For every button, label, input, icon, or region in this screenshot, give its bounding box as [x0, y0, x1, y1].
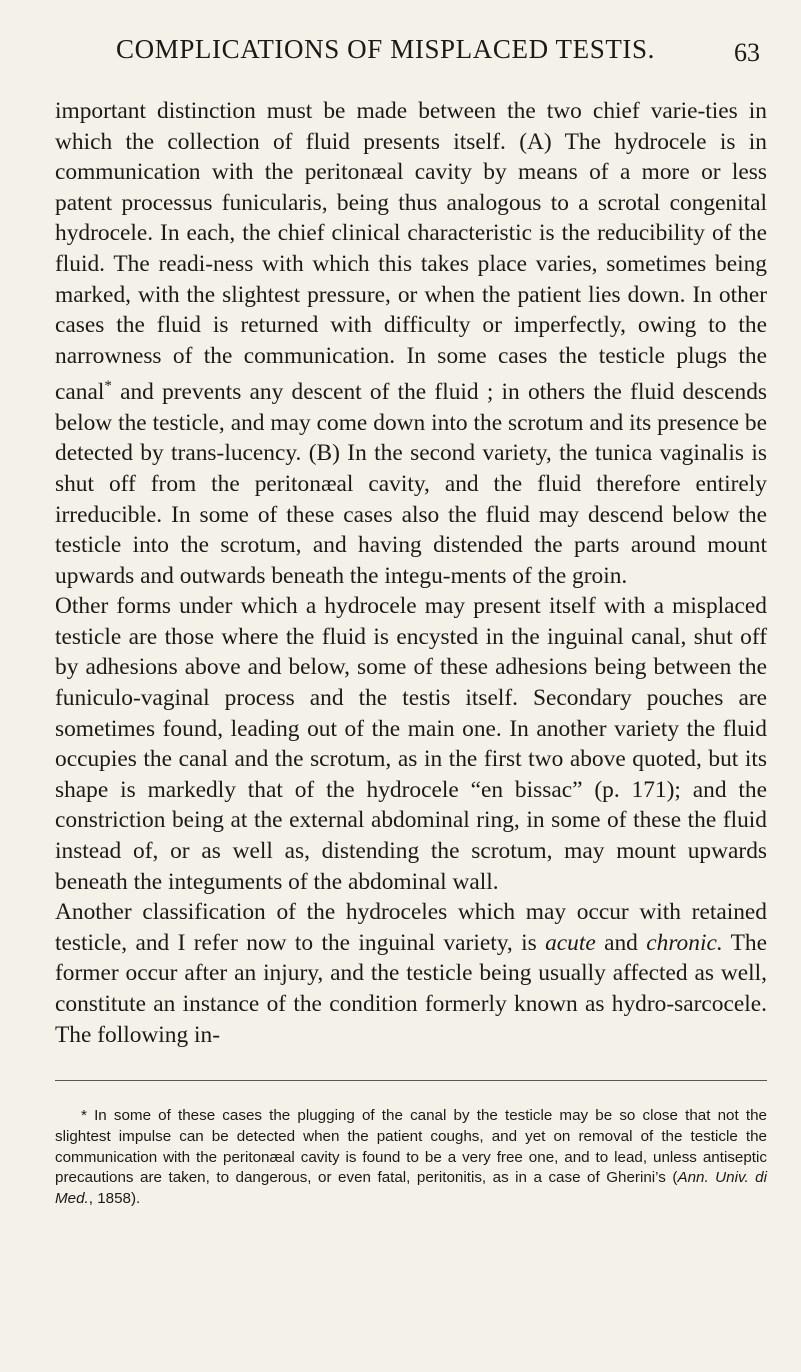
term-acute: acute: [545, 929, 596, 956]
footnote: [55, 1106, 767, 1210]
paragraph-3-text-b: The former occur after an injury, and the testicle being usually affected as well, constitute an instance of the condition formerly known as hydro-sarcocele. The following in-: [55, 929, 768, 1048]
running-title: COMPLICATIONS OF MISPLACED TESTIS.: [116, 34, 655, 64]
body-text: [55, 96, 767, 1050]
page-number: 63: [734, 38, 760, 67]
footnote-text-a: * In some of these cases the plugging of the canal by the testicle may be so close that not the slightest impulse can be detected when the patient coughs, and yet on removal of the testicle the communication with the peritonæal cavity is found to be a very free one, and to lead, unless antiseptic precautions are taken, to dangerous, or even fatal, peritonitis, as in a case of Gherini’s (: [55, 1107, 767, 1187]
paragraph-3-and: and: [595, 929, 647, 956]
paragraph-3-text-a: Another classification of the hydroceles which may occur with retained testicle, and I refer now to the inguinal variety, is: [55, 899, 767, 956]
running-head: [40, 34, 760, 74]
paragraph-2: Other forms under which a hydrocele may present itself with a misplaced testicle are those where the fluid is encysted in the inguinal canal, shut off by adhesions above and below, some of these adhesions being between the funiculo-vaginal process and the testis itself. Secondary pouches are sometimes found, leading out of the main one. In another variety the fluid occupies the canal and the scrotum, as in the first two above quoted, but its shape is markedly that of the hydrocele “en bissac” (p. 171); and the constriction being at the external abdominal ring, in some of these the fluid instead of, or as well as, distending the scrotum, may mount upwards beneath the integuments of the abdominal wall.: [55, 593, 767, 895]
footnote-marker: *: [104, 378, 112, 395]
paragraph-3: [55, 897, 767, 1050]
term-chronic: chronic.: [646, 929, 723, 956]
paragraph-1: [55, 96, 767, 591]
footnote-text-b: , 1858).: [88, 1190, 141, 1208]
paragraph-1-text-a: important distinction must be made between the two chief varie-ties in which the collection of fluid presents itself. (A) The hydrocele is in communication with the peritonæal cavity by means of a more or less patent processus funicularis, being thus analogous to a scrotal congenital hydrocele. In each, the chief clinical characteristic is the reducibility of the fluid. The readi-ness with which this takes place varies, sometimes being marked, with the slightest pressure, or when the patient lies down. In other cases the fluid is returned with difficulty or imperfectly, owing to the narrowness of the communication. In some cases the testicle plugs the canal: [55, 98, 767, 406]
footnote-citation: Ann. Univ. di Med.: [55, 1169, 767, 1208]
paragraph-1-text-b: and prevents any descent of the fluid ; in others the fluid descends below the testicle, and may come down into the scrotum and its presence be detected by trans-lucency. (B) In the second variety, the tunica vaginalis is shut off from the peritonæal cavity, and the fluid therefore entirely irreducible. In some of these cases also the fluid may descend below the testicle into the scrotum, and having distended the parts around mount upwards and outwards beneath the integu-ments of the groin.: [55, 379, 767, 589]
footnote-rule: [55, 1080, 767, 1081]
